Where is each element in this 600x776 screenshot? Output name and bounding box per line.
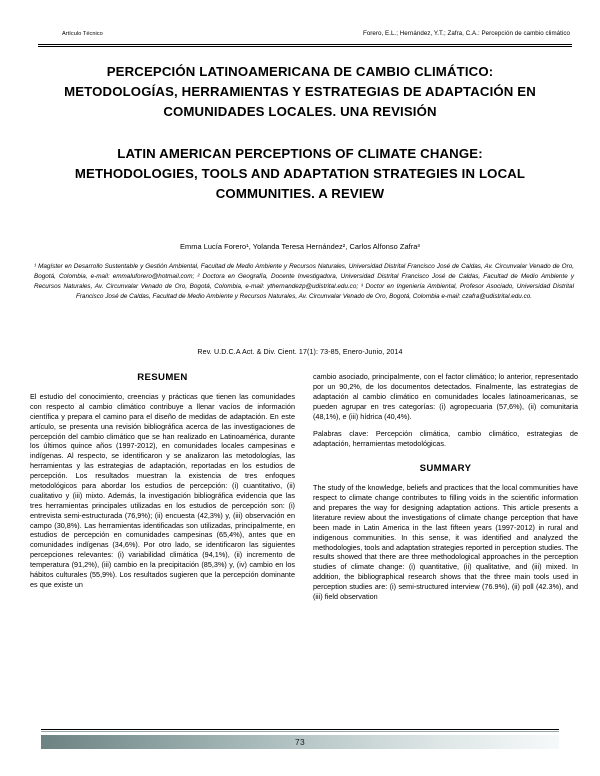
title-block bbox=[58, 62, 542, 204]
running-head-right: Forero, E.L.; Hernández, Y.T.; Zafra, C.A.: Percepción de cambio climático bbox=[362, 30, 570, 37]
title-spanish: PERCEPCIÓN LATINOAMERICANA DE CAMBIO CLIMÁTICO: METODOLOGÍAS, HERRAMIENTAS Y ESTRATEGIAS DE ADAPTACIÓN EN COMUNIDADES LOCALES. UNA REVISIÓN bbox=[64, 64, 536, 120]
abstract-columns bbox=[30, 372, 578, 702]
resumen-paragraph-part2: cambio asociado, principalmente, con el factor climático; lo anterior, representado por un 90,2%, de los documentos detectados. Finalmente, las estrategias de adaptación al cambio climático en comunidades locales latinoamericanas, se pueden agrupar en tres categorías: (i) agropecuaria (57,6%), (ii) comunitaria (48,1%), e (iii) hídrica (40,4%). bbox=[313, 372, 578, 421]
keywords-spanish: Palabras clave: Percepción climática, cambio climático, estrategias de adaptación, herramientas metodológicas. bbox=[313, 429, 578, 449]
left-column bbox=[30, 372, 295, 702]
running-head bbox=[62, 30, 570, 37]
author-list: Emma Lucía Forero¹, Yolanda Teresa Hernández², Carlos Alfonso Zafra³ bbox=[180, 242, 420, 251]
summary-heading: SUMMARY bbox=[419, 463, 472, 475]
author-affiliations: ¹ Magíster en Desarrollo Sustentable y Gestión Ambiental, Facultad de Medio Ambiente y Recursos Naturales, Universidad Distrital Francisco José de Caldas, Av. Circunvalar Venado de Oro, Bogotá, Colombia, e-mail: emmaluforero@hotmail.com; ² Doctora en Geografía, Docente Investigadora, Universidad Distrital Francisco José de Caldas, Facultad de Medio Ambiente y Recursos Naturales, Av. Circunvalar Venado de Oro, Bogotá, Colombia, e-mail: ythernandezp@udistrital.edu.co; ³ Doctor en Ingeniería Ambiental, Profesor Asociado, Universidad Distrital Francisco José de Caldas, Facultad de Medio Ambiente y Recursos Naturales, Av. Circunvalar Venado de Oro, Bogotá, Colombia e-mail: czafra@udistrital.edu.co. bbox=[34, 263, 574, 301]
summary-paragraph: The study of the knowledge, beliefs and practices that the local communities have respect to climate change contributes to filling voids in the scientific information and prepares the way for designing adaptation actions. This article presents a literature review about the investigations of climate change perception that have been made in Latin America in the last fifteen years (1997-2012) in rural and indigenous communities. In this sense, it was identified and analyzed the methodologies, tools and adaptation strategies reported in perception studies. The results showed that there are three methodological approaches in the perception studies of climate change: (i) quantitative, (ii) qualitative, and (iii) mixed. In addition, the bibliographical research shows that the three main tools used in perception studies are: (i) semi-structured interview (76.9%), (ii) poll (42.3%), and (iii) field observation bbox=[313, 483, 578, 602]
title-english: LATIN AMERICAN PERCEPTIONS OF CLIMATE CHANGE: METHODOLOGIES, TOOLS AND ADAPTATION STRATEGIES IN LOCAL COMMUNITIES. A REVIEW bbox=[74, 146, 526, 202]
footer-band bbox=[41, 735, 559, 749]
right-column bbox=[313, 372, 578, 702]
journal-citation: Rev. U.D.C.A Act. & Div. Cient. 17(1): 73-85, Enero-Junio, 2014 bbox=[197, 348, 403, 356]
resumen-heading: RESUMEN bbox=[137, 372, 188, 383]
footer-divider bbox=[41, 729, 559, 732]
page-number: 73 bbox=[295, 737, 305, 747]
running-head-left: Artículo Técnico bbox=[62, 31, 103, 37]
resumen-paragraph-part1: El estudio del conocimiento, creencias y prácticas que tienen las comunidades con respecto al cambio climático contribuye a llenar vacíos de información científica y prepara el camino para el diseño de medidas de adaptación. En este artículo, se presenta una revisión bibliográfica acerca de las investigaciones de percepción del cambio climático que se han realizado en Latinoamérica, durante los últimos quince años (1997-2012), en comunidades locales campesinas e indígenas. Al respecto, se identificaron y se analizaron las metodologías, las herramientas y las estrategias de adaptación, reportadas en los estudios de percepción. Los resultados muestran la existencia de tres enfoques metodológicos para abordar los estudios de percepción: (i) cuantitativo, (ii) cualitativo y (iii) mixto. Además, la investigación bibliográfica evidencia que las tres herramientas principales utilizadas en los estudios de percepción son: (i) entrevista semi-estructurada (76,9%); (ii) encuesta (42,3%) y, (iii) observación en campo (30,8%). Las herramientas identificadas son utilizadas, principalmente, en estudios de percepción en comunidades campesinas (65,4%), antes que en comunidades indígenas (34,6%). Por otro lado, se identificaron las siguientes percepciones relevantes: (i) variabilidad climática (94,1%), (ii) incremento de temperatura (91,2%), (iii) cambio en la precipitación (85,3%) y, (iv) cambio en los hábitos culturales (55,9%). Los resultados sugieren que la percepción dominante es que existe un bbox=[30, 392, 295, 589]
header-divider bbox=[38, 44, 572, 47]
